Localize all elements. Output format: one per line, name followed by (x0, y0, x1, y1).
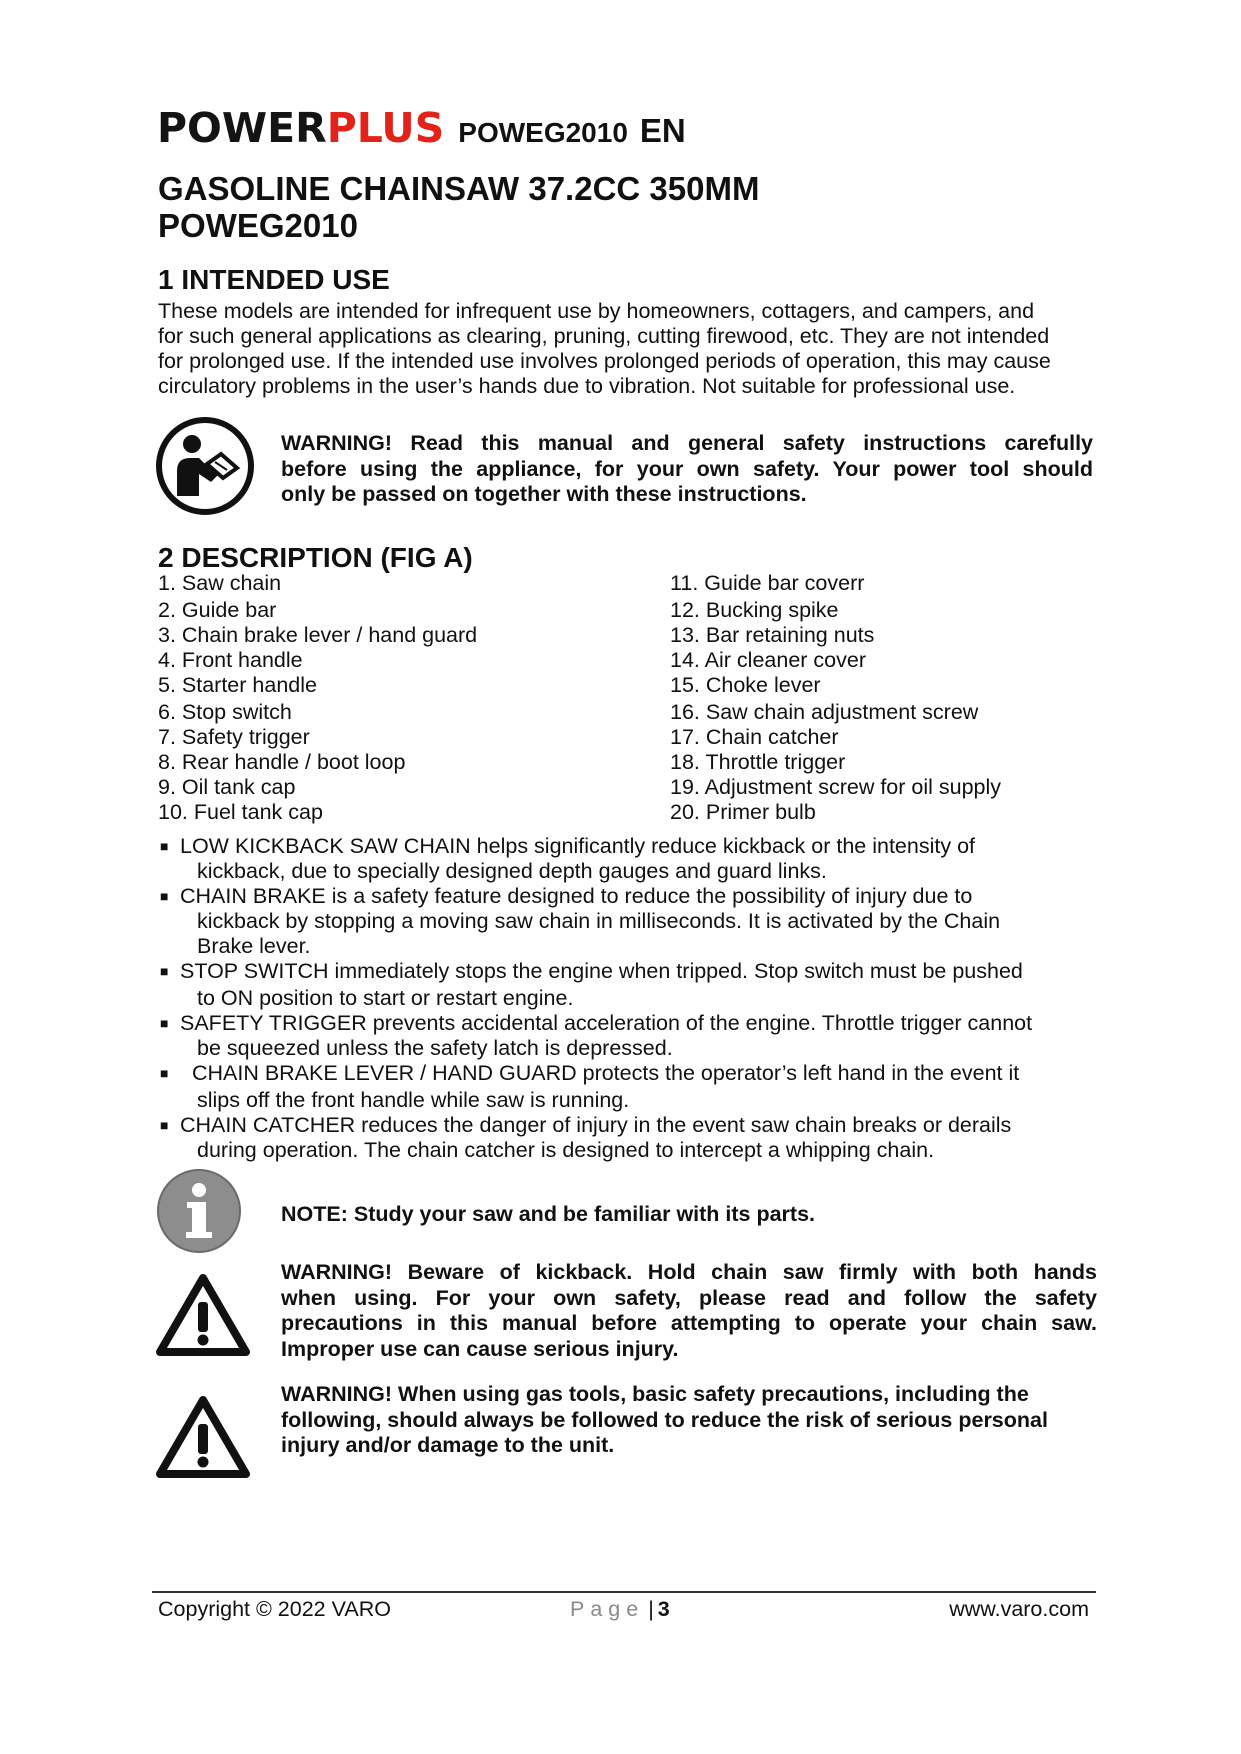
bullet-mark: ■ (160, 838, 169, 854)
title-line: GASOLINE CHAINSAW 37.2CC 350MM (158, 170, 760, 207)
paragraph-line: circulatory problems in the user’s hands due to vibration. Not suitable for professional use. (158, 374, 1016, 398)
list-item: 1. Saw chain (158, 571, 282, 595)
footer-divider (152, 1591, 1096, 1593)
warning-triangle-icon (155, 1272, 251, 1358)
bullet-line: kickback by stopping a moving saw chain in milliseconds. It is activated by the Chain (197, 909, 1001, 933)
list-item: 14. Air cleaner cover (670, 648, 866, 672)
list-item: 20. Primer bulb (670, 800, 816, 824)
list-item: 6. Stop switch (158, 700, 292, 724)
warning-line: before using the appliance, for your own safety. Your power tool should (281, 456, 1093, 481)
warning-line: Improper use can cause serious injury. (281, 1336, 679, 1361)
bullet-line: CHAIN BRAKE is a safety feature designed to reduce the possibility of injury due to (180, 884, 973, 908)
bullet-mark: ■ (160, 1117, 169, 1133)
bullet-mark: ■ (160, 1015, 169, 1031)
read-manual-icon (155, 416, 255, 516)
list-item: 9. Oil tank cap (158, 775, 296, 799)
list-item: 3. Chain brake lever / hand guard (158, 623, 478, 647)
note-text: NOTE: Study your saw and be familiar with its parts. (281, 1202, 816, 1226)
bullet-line: slips off the front handle while saw is running. (197, 1088, 630, 1112)
feature-bullet (158, 1113, 1088, 1163)
footer-page (570, 1597, 670, 1622)
bullet-mark: ■ (160, 963, 169, 979)
gas-tools-warning (281, 1382, 1081, 1459)
bullet-line: Brake lever. (197, 934, 311, 958)
warning-line: when using. For your own safety, please read and follow the safety (281, 1285, 1097, 1310)
warning-triangle-icon (155, 1394, 251, 1480)
logo-plus-text: PLUS (326, 104, 445, 152)
warning-line: WARNING! When using gas tools, basic safety precautions, including the (281, 1382, 1029, 1406)
parts-list-left (158, 571, 658, 825)
feature-bullet-list (158, 834, 1088, 1163)
warning-line: precautions in this manual before attempting to operate your chain saw. (281, 1311, 1097, 1335)
bullet-line: kickback, due to specially designed depth gauges and guard links. (197, 859, 827, 883)
list-item: 10. Fuel tank cap (158, 800, 323, 824)
bullet-line: during operation. The chain catcher is designed to intercept a whipping chain. (197, 1138, 935, 1162)
section-heading-intended-use: 1 INTENDED USE (158, 264, 390, 295)
list-item: 7. Safety trigger (158, 725, 310, 749)
feature-bullet (158, 834, 1088, 884)
warning-line: injury and/or damage to the unit. (281, 1433, 615, 1457)
feature-bullet (158, 884, 1088, 959)
bullet-line: CHAIN CATCHER reduces the danger of injury in the event saw chain breaks or derails (180, 1113, 1012, 1137)
bullet-line: LOW KICKBACK SAW CHAIN helps significantly reduce kickback or the intensity of (180, 834, 975, 858)
bullet-line: SAFETY TRIGGER prevents accidental acceleration of the engine. Throttle trigger cannot (180, 1011, 1033, 1035)
page-separator: | (648, 1597, 654, 1621)
brand-logo (157, 104, 686, 150)
model-code: POWEG2010 (458, 117, 628, 148)
list-item: 16. Saw chain adjustment screw (670, 700, 979, 724)
list-item: 15. Choke lever (670, 673, 821, 697)
bullet-line: CHAIN BRAKE LEVER / HAND GUARD protects the operator’s left hand in the event it (180, 1061, 1020, 1085)
list-item: 17. Chain catcher (670, 725, 839, 749)
paragraph-line: These models are intended for infrequent use by homeowners, cottagers, and campers, and (158, 299, 1035, 323)
bullet-line: STOP SWITCH immediately stops the engine when tripped. Stop switch must be pushed (180, 959, 1023, 983)
feature-bullet (158, 1061, 1088, 1113)
feature-bullet (158, 959, 1088, 1011)
document-title (158, 170, 958, 244)
list-item: 19. Adjustment screw for oil supply (670, 775, 1002, 799)
feature-bullet (158, 1011, 1088, 1061)
footer-website: www.varo.com (949, 1597, 1089, 1621)
read-manual-warning (281, 431, 1093, 508)
bullet-line: to ON position to start or restart engine. (197, 986, 574, 1010)
parts-list-right (670, 571, 1110, 825)
info-icon (156, 1168, 242, 1254)
bullet-line: be squeezed unless the safety latch is depressed. (197, 1036, 673, 1060)
list-item: 4. Front handle (158, 648, 303, 672)
warning-line: WARNING! Beware of kickback. Hold chain saw firmly with both hands (281, 1260, 1097, 1284)
intended-use-paragraph (158, 299, 1118, 399)
paragraph-line: for prolonged use. If the intended use involves prolonged periods of operation, this may cause (158, 349, 1051, 373)
list-item: 13. Bar retaining nuts (670, 623, 875, 647)
paragraph-line: for such general applications as clearing, pruning, cutting firewood, etc. They are not intended (158, 324, 1050, 348)
list-item: 8. Rear handle / boot loop (158, 750, 406, 774)
list-item: 5. Starter handle (158, 673, 317, 697)
list-item: 2. Guide bar (158, 598, 277, 622)
section-heading-description: 2 DESCRIPTION (FIG A) (158, 542, 473, 573)
page-label: Page (570, 1597, 645, 1621)
bullet-mark: ■ (160, 888, 169, 904)
title-line: POWEG2010 (158, 207, 358, 244)
list-item: 18. Throttle trigger (670, 750, 846, 774)
bullet-mark: ■ (160, 1065, 169, 1081)
list-item: 11. Guide bar coverr (670, 571, 865, 595)
warning-line: following, should always be followed to reduce the risk of serious personal (281, 1407, 1048, 1432)
footer-copyright: Copyright © 2022 VARO (158, 1597, 391, 1621)
warning-line: WARNING! Read this manual and general safety instructions carefully (281, 431, 1093, 455)
kickback-warning (281, 1260, 1097, 1362)
list-item: 12. Bucking spike (670, 598, 839, 622)
language-code: EN (639, 112, 686, 149)
warning-line: only be passed on together with these instructions. (281, 482, 807, 506)
page-number: 3 (657, 1597, 670, 1621)
logo-power-text: POWER (157, 104, 327, 152)
